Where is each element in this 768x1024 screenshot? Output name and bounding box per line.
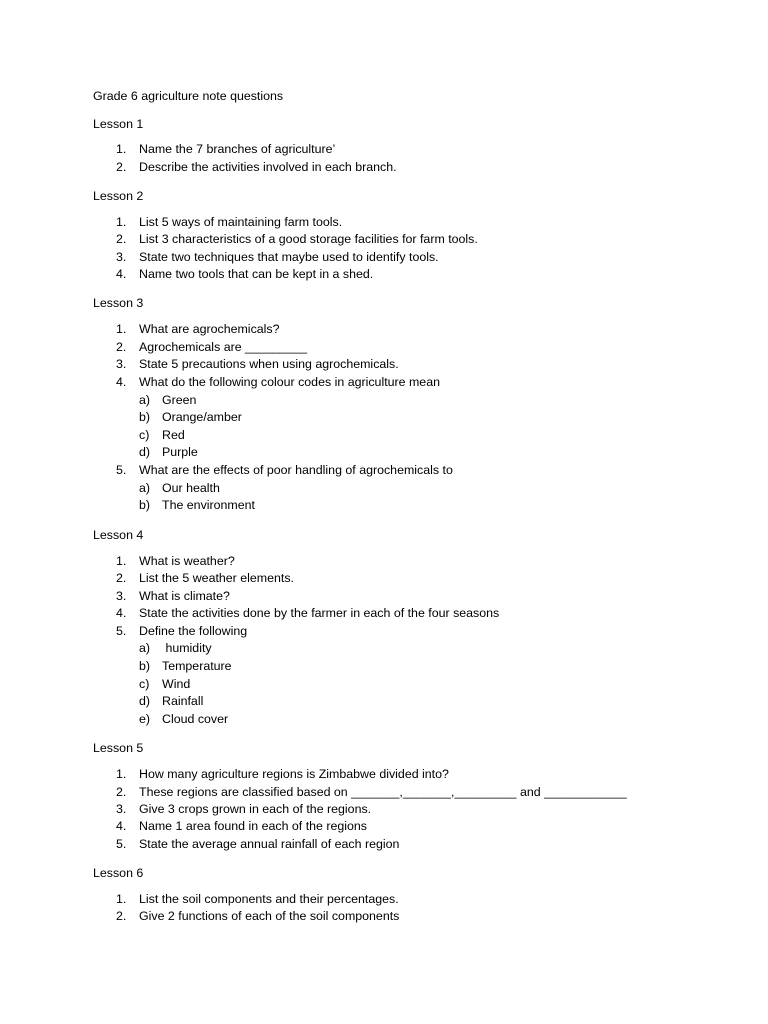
item-number: 4. bbox=[116, 375, 127, 389]
item-text: Define the following bbox=[139, 624, 248, 638]
item-number: 1. bbox=[116, 892, 127, 906]
item-text: List 5 ways of maintaining farm tools. bbox=[139, 215, 343, 229]
item-number: 3. bbox=[116, 589, 127, 603]
item-text: List 3 characteristics of a good storage facilities for farm tools. bbox=[139, 232, 478, 246]
sub-item-text: Our health bbox=[162, 481, 220, 495]
item-number: 1. bbox=[116, 554, 127, 568]
sub-item-text: Wind bbox=[162, 677, 191, 691]
item-number: 2. bbox=[116, 909, 127, 923]
item-number: 2. bbox=[116, 571, 127, 585]
item-text: State the average annual rainfall of each region bbox=[139, 837, 400, 851]
sub-item-letter: a) bbox=[139, 393, 151, 407]
item-number: 3. bbox=[116, 250, 127, 264]
document-title: Grade 6 agriculture note questions bbox=[93, 89, 284, 103]
item-text: What are agrochemicals? bbox=[139, 322, 280, 336]
sub-item-text: The environment bbox=[162, 498, 255, 512]
item-text: What is climate? bbox=[139, 589, 230, 603]
sub-item-text: Temperature bbox=[162, 659, 232, 673]
item-number: 1. bbox=[116, 322, 127, 336]
item-text: Describe the activities involved in each branch. bbox=[139, 160, 397, 174]
item-number: 5. bbox=[116, 463, 127, 477]
item-number: 2. bbox=[116, 340, 127, 354]
sub-item-letter: c) bbox=[139, 677, 150, 691]
item-number: 5. bbox=[116, 837, 127, 851]
item-number: 2. bbox=[116, 160, 127, 174]
item-text: List the soil components and their percentages. bbox=[139, 892, 399, 906]
item-text: What is weather? bbox=[139, 554, 235, 568]
sub-item-letter: c) bbox=[139, 428, 150, 442]
item-text: Give 3 crops grown in each of the regions. bbox=[139, 802, 372, 816]
item-number: 3. bbox=[116, 802, 127, 816]
item-text: Agrochemicals are _________ bbox=[139, 340, 308, 354]
sub-item-text: Rainfall bbox=[162, 694, 204, 708]
item-number: 5. bbox=[116, 624, 127, 638]
item-number: 4. bbox=[116, 606, 127, 620]
sub-item-text: humidity bbox=[162, 641, 212, 655]
sub-item-text: Orange/amber bbox=[162, 410, 242, 424]
lesson-heading: Lesson 3 bbox=[93, 296, 144, 310]
sub-item-text: Cloud cover bbox=[162, 712, 229, 726]
item-number: 2. bbox=[116, 785, 127, 799]
item-text: How many agriculture regions is Zimbabwe divided into? bbox=[139, 767, 449, 781]
item-text: State two techniques that maybe used to identify tools. bbox=[139, 250, 439, 264]
lesson-heading: Lesson 6 bbox=[93, 866, 144, 880]
item-text: These regions are classified based on _______,_______,_________ and ____________ bbox=[139, 785, 627, 799]
lesson-heading: Lesson 2 bbox=[93, 189, 144, 203]
item-text: Give 2 functions of each of the soil components bbox=[139, 909, 400, 923]
item-number: 2. bbox=[116, 232, 127, 246]
item-number: 4. bbox=[116, 267, 127, 281]
sub-item-letter: d) bbox=[139, 694, 151, 708]
sub-item-letter: b) bbox=[139, 410, 151, 424]
sub-item-letter: a) bbox=[139, 481, 151, 495]
sub-item-text: Green bbox=[162, 393, 197, 407]
item-text: State the activities done by the farmer in each of the four seasons bbox=[139, 606, 500, 620]
item-text: Name two tools that can be kept in a shed. bbox=[139, 267, 374, 281]
item-text: What do the following colour codes in agriculture mean bbox=[139, 375, 440, 389]
item-text: Name 1 area found in each of the regions bbox=[139, 819, 367, 833]
lesson-heading: Lesson 4 bbox=[93, 528, 144, 542]
lesson-heading: Lesson 5 bbox=[93, 741, 144, 755]
item-number: 1. bbox=[116, 142, 127, 156]
sub-item-letter: b) bbox=[139, 498, 151, 512]
item-text: Name the 7 branches of agriculture’ bbox=[139, 142, 336, 156]
sub-item-text: Purple bbox=[162, 445, 198, 459]
item-number: 1. bbox=[116, 767, 127, 781]
sub-item-text: Red bbox=[162, 428, 185, 442]
item-number: 3. bbox=[116, 357, 127, 371]
sub-item-letter: e) bbox=[139, 712, 151, 726]
item-number: 4. bbox=[116, 819, 127, 833]
sub-item-letter: d) bbox=[139, 445, 151, 459]
item-text: What are the effects of poor handling of agrochemicals to bbox=[139, 463, 453, 477]
sub-item-letter: b) bbox=[139, 659, 151, 673]
item-number: 1. bbox=[116, 215, 127, 229]
item-text: List the 5 weather elements. bbox=[139, 571, 294, 585]
item-text: State 5 precautions when using agrochemicals. bbox=[139, 357, 399, 371]
sub-item-letter: a) bbox=[139, 641, 151, 655]
lesson-heading: Lesson 1 bbox=[93, 117, 144, 131]
